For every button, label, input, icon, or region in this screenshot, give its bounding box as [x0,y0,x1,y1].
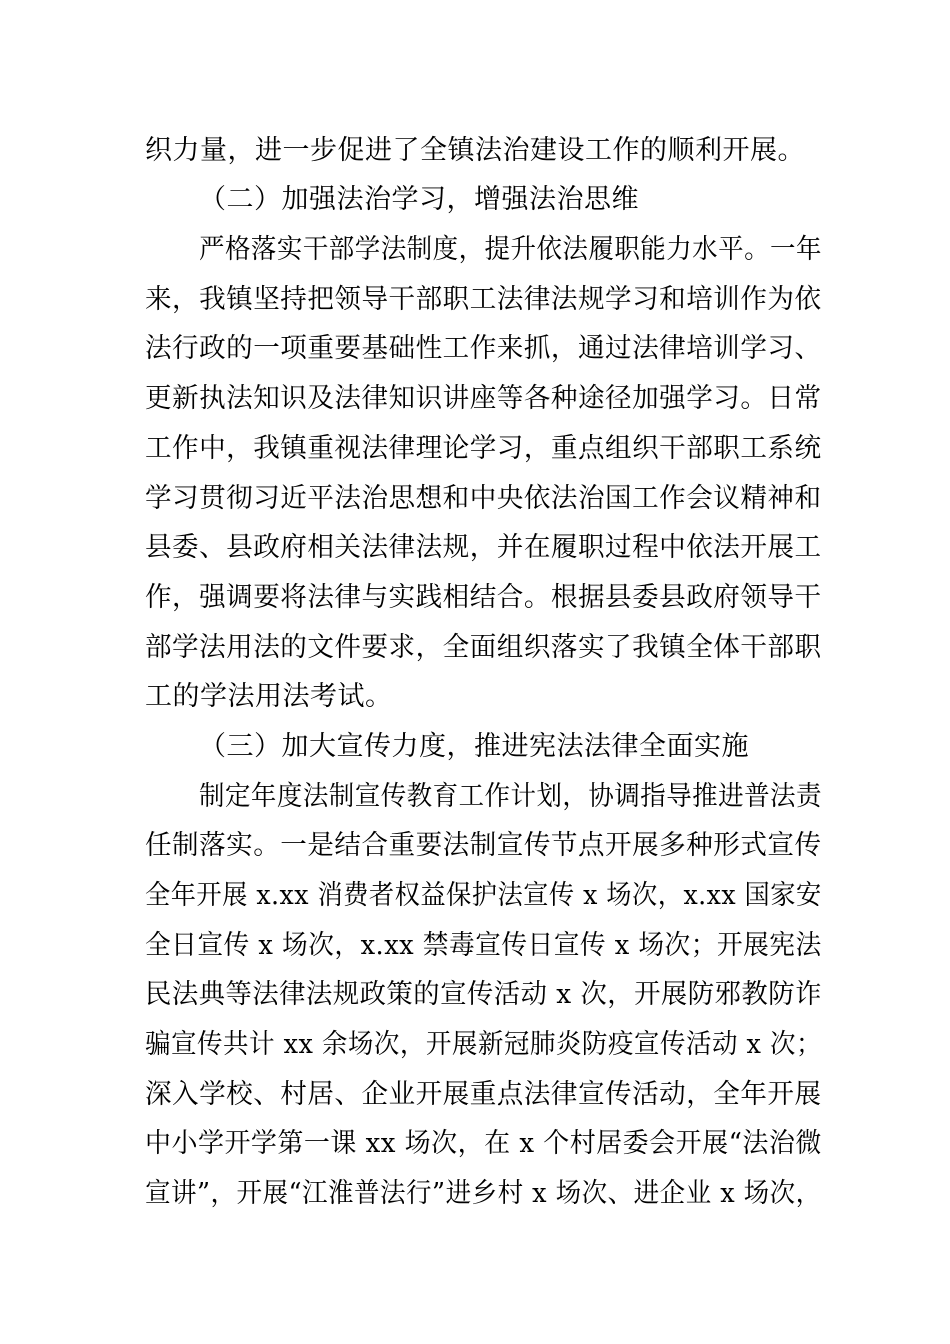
body-text-line: 工作中，我镇重视法律理论学习，重点组织干部职工系统 [145,433,822,464]
body-text-line: 织力量，进一步促进了全镇法治建设工作的顺利开展。 [145,135,805,166]
body-text-line: 部学法用法的文件要求，全面组织落实了我镇全体干部职 [145,632,822,663]
body-text-line: 任制落实。一是结合重要法制宣传节点开展多种形式宣传 [145,830,822,861]
body-text-line: 学习贯彻习近平法治思想和中央依法治国工作会议精神和 [145,483,822,514]
paragraph-first-line: 制定年度法制宣传教育工作计划，协调指导推进普法责 [199,781,822,812]
body-text-line: 深入学校、村居、企业开展重点法律宣传活动，全年开展 [145,1079,822,1110]
body-text-line: 来，我镇坚持把领导干部职工法律法规学习和培训作为依 [145,284,822,315]
section-heading: （二）加强法治学习，增强法治思维 [199,184,639,215]
body-text-line: 民法典等法律法规政策的宣传活动 x 次，开展防邪教防诈 [145,979,822,1010]
body-text-line: 更新执法知识及法律知识讲座等各种途径加强学习。日常 [145,383,822,414]
body-text-line: 工的学法用法考试。 [145,681,393,712]
body-text-line: 全年开展 x.xx 消费者权益保护法宣传 x 场次，x.xx 国家安 [145,880,822,911]
body-text-line: 骗宣传共计 xx 余场次，开展新冠肺炎防疫宣传活动 x 次； [145,1029,822,1060]
body-text-line: 作，强调要将法律与实践相结合。根据县委县政府领导干 [145,582,822,613]
body-text-line: 法行政的一项重要基础性工作来抓，通过法律培训学习、 [145,333,822,364]
body-text-line: 县委、县政府相关法律法规，并在履职过程中依法开展工 [145,532,822,563]
body-text-line: 全日宣传 x 场次，x.xx 禁毒宣传日宣传 x 场次；开展宪法 [145,930,822,961]
body-text-line: 宣讲”，开展“江淮普法行”进乡村 x 场次、进企业 x 场次， [145,1178,822,1209]
section-heading: （三）加大宣传力度，推进宪法法律全面实施 [199,731,749,762]
body-text-line: 中小学开学第一课 xx 场次，在 x 个村居委会开展“法治微 [145,1128,822,1159]
paragraph-first-line: 严格落实干部学法制度，提升依法履职能力水平。一年 [199,234,822,265]
